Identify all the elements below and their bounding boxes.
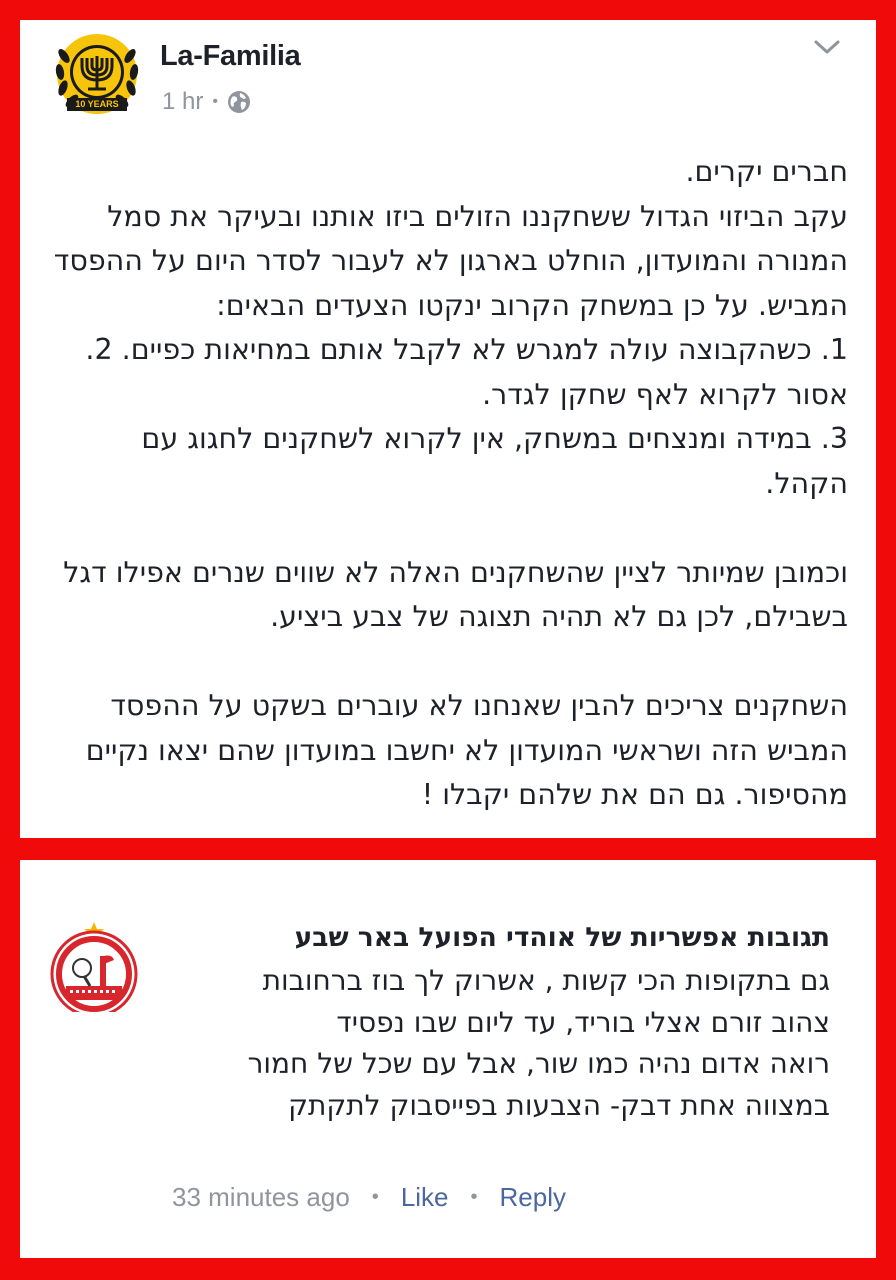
reply-button[interactable]: Reply <box>499 1182 567 1212</box>
page-avatar[interactable] <box>54 32 140 118</box>
meta-separator: • <box>212 93 218 110</box>
comment-text <box>170 960 830 1126</box>
commenter-name[interactable]: תגובות אפשריות של אוהדי הפועל באר שבע <box>294 922 830 953</box>
comment-line: צהוב זורם אצלי בוריד, עד ליום שבו נפסיד <box>336 1005 830 1039</box>
like-button[interactable]: Like <box>400 1182 449 1212</box>
post-text <box>50 150 848 818</box>
comment-line: במצווה אחת דבק- הצבעות בפייסבוק לתקתק <box>288 1088 830 1122</box>
post-paragraph-spacer <box>50 506 848 551</box>
post-paragraph: חברים יקרים. <box>685 155 848 188</box>
page-name[interactable]: La-Familia <box>160 40 301 72</box>
post-paragraph: וכמובן שמיותר לציין שהשחקנים האלה לא שווים שנרים אפילו דגל בשבילם, לכן גם לא תהיה תצוגה של צבע ביציע. <box>63 555 848 633</box>
post-paragraph: השחקנים צריכים להבין שאנחנו לא עוברים בשקט על ההפסד המביש הזה ושראשי המועדון לא יחשבו במועדון שהם יצאו נקיים מהסיפור. גם הם את שלהם יקבלו ! <box>85 689 848 811</box>
comment-line: גם בתקופות הכי קשות , אשרוק לך בוז ברחובות <box>262 964 830 997</box>
comment-card <box>20 860 876 1258</box>
chevron-down-icon <box>810 32 844 62</box>
post-paragraph: 1. כשהקבוצה עולה למגרש לא לקבל אותם במחיאות כפיים. 2. אסור לקרוא לאף שחקן לגדר. <box>85 333 848 411</box>
globe-icon[interactable] <box>227 90 251 114</box>
comment-line: רואה אדום נהיה כמו שור, אבל עם שכל של חמור <box>247 1047 830 1080</box>
club-crest-icon <box>48 920 140 1012</box>
post-card <box>20 20 876 838</box>
comment-time[interactable]: 33 minutes ago <box>172 1182 350 1212</box>
post-meta <box>162 88 251 116</box>
post-paragraph-spacer <box>50 640 848 685</box>
separator-dot: • <box>371 1186 379 1208</box>
comment-actions <box>172 1182 566 1213</box>
post-time[interactable]: 1 hr <box>162 88 204 115</box>
commenter-avatar[interactable] <box>48 920 140 1012</box>
post-options-button[interactable] <box>810 32 844 62</box>
logo-banner-text: 10 YEARS <box>75 99 119 109</box>
post-paragraph: 3. במידה ומנצחים במשחק, אין לקרוא לשחקנים לחגוג עם הקהל. <box>141 422 848 500</box>
separator-dot: • <box>470 1186 478 1208</box>
post-paragraph: עקב הביזוי הגדול ששחקננו הזולים ביזו אותנו ובעיקר את סמל המנורה והמועדון, הוחלט בארגון לא לעבור לסדר היום על ההפסד המביש. על כן במשחק הקרוב ינקטו הצעדים הבאים: <box>53 199 848 322</box>
